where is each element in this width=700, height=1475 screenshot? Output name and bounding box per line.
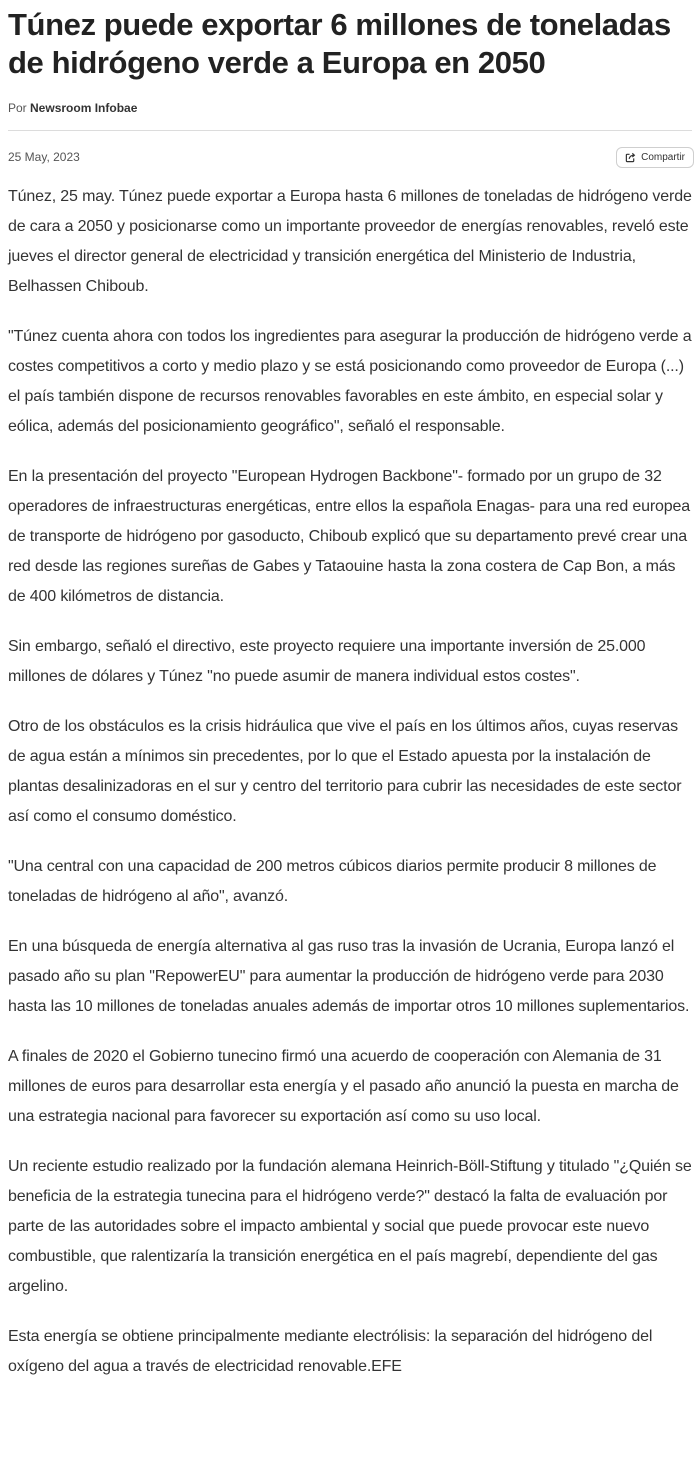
share-button[interactable] [616,147,694,168]
byline [8,100,692,116]
article-paragraph: "Túnez cuenta ahora con todos los ingredientes para asegurar la producción de hidrógeno verde a costes competitivos a corto y medio plazo y se está posicionando como proveedor de Europa (...) el país también dispone de recursos renovables favorables en este ámbito, en especial solar y eólica, además del posicionamiento geográfico", señaló el responsable. [8,328,692,435]
meta-row [8,144,692,170]
share-icon [625,152,636,163]
header-divider [8,130,692,131]
article-paragraph: "Una central con una capacidad de 200 metros cúbicos diarios permite producir 8 millones de toneladas de hidrógeno al año", avanzó. [8,858,657,905]
article-paragraph: A finales de 2020 el Gobierno tunecino firmó una acuerdo de cooperación con Alemania de 31 millones de euros para desarrollar esta energía y el pasado año anunció la puesta en marcha de una estrategia nacional para favorecer su exportación así como su uso local. [8,1048,679,1125]
publish-date: 25 May, 2023 [8,150,80,164]
article-paragraph: En la presentación del proyecto "European Hydrogen Backbone"- formado por un grupo de 32 operadores de infraestructuras energéticas, entre ellos la española Enagas- para una red europea de transporte de hidrógeno por gasoducto, Chiboub explicó que su departamento prevé crear una red desde las regiones sureñas de Gabes y Tataouine hasta la zona costera de Cap Bon, a más de 400 kilómetros de distancia. [8,468,691,605]
article-paragraph: Un reciente estudio realizado por la fundación alemana Heinrich-Böll-Stiftung y titulado "¿Quién se beneficia de la estrategia tunecina para el hidrógeno verde?" destacó la falta de evaluación por parte de las autoridades sobre el impacto ambiental y social que puede provocar este nuevo combustible, que ralentizaría la transición energética en el país magrebí, dependiente del gas argelino. [8,1158,692,1295]
article-paragraph: En una búsqueda de energía alternativa al gas ruso tras la invasión de Ucrania, Europa lanzó el pasado año su plan "RepowerEU" para aumentar la producción de hidrógeno verde para 2030 hasta las 10 millones de toneladas anuales además de importar otros 10 millones suplementarios. [8,938,690,1015]
article-body [8,182,692,1382]
author-link[interactable]: Newsroom Infobae [30,101,138,115]
byline-prefix: Por [8,101,31,115]
article-paragraph: Túnez, 25 may. Túnez puede exportar a Europa hasta 6 millones de toneladas de hidrógeno verde de cara a 2050 y posicionarse como un importante proveedor de energías renovables, reveló este jueves el director general de electricidad y transición energética del Ministerio de Industria, Belhassen Chiboub. [8,188,692,295]
article-headline: Túnez puede exportar 6 millones de toneladas de hidrógeno verde a Europa en 2050 [8,7,671,80]
share-label: Compartir [641,151,685,163]
article-paragraph: Sin embargo, señaló el directivo, este proyecto requiere una importante inversión de 25.000 millones de dólares y Túnez "no puede asumir de manera individual estos costes". [8,638,646,685]
article-paragraph: Otro de los obstáculos es la crisis hidráulica que vive el país en los últimos años, cuyas reservas de agua están a mínimos sin precedentes, por lo que el Estado apuesta por la instalación de plantas desalinizadoras en el sur y centro del territorio para cubrir las necesidades de este sector así como el consumo doméstico. [8,718,682,825]
article-paragraph: Esta energía se obtiene principalmente mediante electrólisis: la separación del hidrógeno del oxígeno del agua a través de electricidad renovable.EFE [8,1328,653,1375]
